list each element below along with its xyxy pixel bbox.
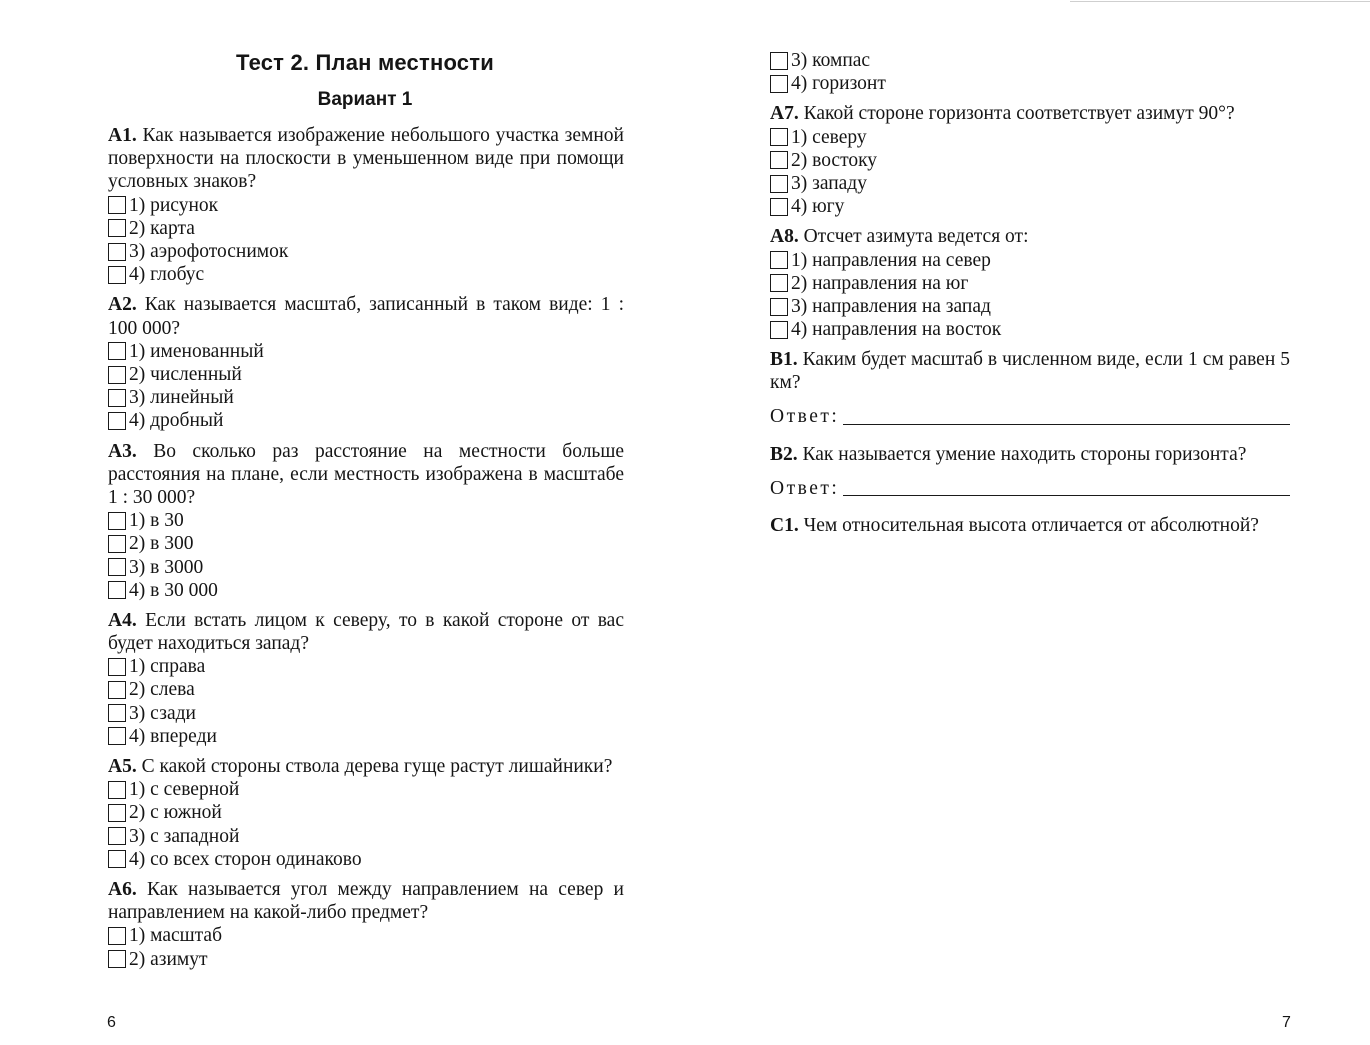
question-text (770, 514, 1290, 537)
question-body: Какой стороне горизонта соответствует азимут 90°? (798, 103, 1235, 125)
question-number: В1. (770, 349, 798, 371)
checkbox[interactable] (108, 219, 126, 237)
answer-option[interactable] (108, 556, 624, 579)
checkbox[interactable] (770, 75, 788, 93)
answer-option[interactable] (770, 272, 1290, 295)
checkbox[interactable] (108, 366, 126, 384)
answer-option[interactable] (108, 409, 624, 432)
answer-option[interactable] (770, 318, 1290, 341)
answer-option[interactable] (770, 172, 1290, 195)
answer-option[interactable] (108, 778, 624, 801)
answer-option[interactable] (108, 924, 624, 947)
answer-option[interactable] (108, 678, 624, 701)
checkbox[interactable] (770, 128, 788, 146)
question-a1 (108, 124, 624, 286)
checkbox[interactable] (108, 781, 126, 799)
checkbox[interactable] (108, 196, 126, 214)
option-label: 4) глобус (129, 264, 205, 286)
option-label: 3) линейный (129, 387, 234, 409)
option-label: 1) рисунок (129, 194, 219, 216)
option-label: 2) карта (129, 217, 195, 239)
question-body: Как называется угол между направлением на север и направлением на какой-либо предмет? (108, 878, 624, 924)
question-body: С какой стороны ствола дерева гуще растут лишайники? (136, 756, 613, 778)
checkbox[interactable] (108, 704, 126, 722)
answer-option[interactable] (770, 126, 1290, 149)
right-questions-column (770, 49, 1290, 537)
checkbox[interactable] (770, 52, 788, 70)
answer-option[interactable] (108, 655, 624, 678)
question-number: А1. (108, 125, 137, 146)
test-title: Тест 2. План местности (236, 50, 494, 75)
question-c1 (770, 514, 1290, 537)
option-label: 4) горизонт (791, 73, 886, 95)
checkbox[interactable] (108, 658, 126, 676)
question-text (108, 293, 624, 339)
answer-label: Ответ: (770, 406, 840, 428)
question-text (108, 755, 624, 778)
question-a7 (770, 102, 1290, 218)
checkbox[interactable] (770, 298, 788, 316)
checkbox[interactable] (108, 389, 126, 407)
answer-option[interactable] (770, 49, 1290, 72)
question-text (770, 225, 1290, 248)
answer-option[interactable] (108, 948, 624, 971)
checkbox[interactable] (108, 727, 126, 745)
option-label: 3) сзади (129, 702, 196, 724)
option-label: 1) масштаб (129, 925, 222, 947)
option-label: 2) слева (129, 679, 195, 701)
checkbox[interactable] (108, 558, 126, 576)
checkbox[interactable] (108, 266, 126, 284)
question-b2 (770, 443, 1290, 500)
question-body: Если встать лицом к северу, то в какой стороне от вас будет находиться запад? (108, 609, 624, 655)
question-number: С1. (770, 514, 799, 536)
option-label: 3) аэрофотоснимок (129, 240, 289, 262)
checkbox[interactable] (770, 251, 788, 269)
checkbox[interactable] (108, 950, 126, 968)
question-number: А5. (108, 756, 137, 778)
option-label: 2) с южной (129, 802, 222, 824)
question-text (108, 440, 624, 510)
option-label: 1) направления на север (791, 249, 991, 271)
option-label: 3) направления на запад (791, 295, 991, 317)
question-body: Во сколько раз расстояние на местности больше расстояния на плане, если местность изображена в масштабе 1 : 30 000? (108, 440, 624, 508)
option-label: 4) направления на восток (791, 319, 1002, 341)
answer-option[interactable] (770, 149, 1290, 172)
answer-option[interactable] (108, 363, 624, 386)
checkbox[interactable] (108, 804, 126, 822)
option-label: 2) направления на юг (791, 272, 969, 294)
answer-option[interactable] (770, 249, 1290, 272)
question-number: А7. (770, 103, 799, 125)
answer-option[interactable] (108, 340, 624, 363)
question-body: Как называется масштаб, записанный в таком виде: 1 : 100 000? (108, 294, 624, 339)
answer-line[interactable] (843, 495, 1290, 496)
question-text (108, 609, 624, 655)
answer-option[interactable] (108, 848, 624, 871)
answer-option[interactable] (108, 263, 624, 286)
option-label: 2) в 300 (129, 533, 194, 555)
checkbox[interactable] (108, 342, 126, 360)
question-body: Как называется изображение небольшого участка земной поверхности на плоскости в уменьшенном виде при помощи условных знаков? (108, 125, 624, 193)
option-label: 2) азимут (129, 948, 208, 970)
answer-option[interactable] (108, 579, 624, 602)
question-text (108, 124, 624, 194)
option-label: 3) компас (791, 50, 871, 71)
answer-option[interactable] (770, 195, 1290, 218)
answer-option[interactable] (108, 194, 624, 217)
question-text (108, 878, 624, 924)
answer-line[interactable] (843, 424, 1290, 425)
option-label: 3) с западной (129, 825, 240, 847)
checkbox[interactable] (108, 412, 126, 430)
checkbox[interactable] (770, 175, 788, 193)
checkbox[interactable] (108, 535, 126, 553)
checkbox[interactable] (770, 198, 788, 216)
question-body: Как называется умение находить стороны горизонта? (797, 443, 1247, 465)
checkbox[interactable] (108, 850, 126, 868)
question-text (770, 443, 1290, 466)
option-label: 3) западу (791, 172, 867, 194)
option-label: 3) в 3000 (129, 556, 204, 578)
answer-option[interactable] (108, 725, 624, 748)
option-label: 1) справа (129, 656, 206, 678)
page-number: 6 (107, 1014, 116, 1031)
question-body: Каким будет масштаб в численном виде, если 1 см равен 5 км? (770, 349, 1290, 394)
checkbox[interactable] (108, 681, 126, 699)
answer-field[interactable] (770, 476, 1290, 500)
question-body: Отсчет азимута ведется от: (798, 226, 1029, 248)
option-label: 4) дробный (129, 410, 224, 432)
answer-option[interactable] (770, 295, 1290, 318)
question-a3 (108, 440, 624, 602)
answer-field[interactable] (770, 405, 1290, 429)
option-label: 2) численный (129, 363, 242, 385)
left-questions-column (108, 124, 624, 971)
answer-option[interactable] (108, 532, 624, 555)
question-text (770, 102, 1290, 125)
option-label: 4) впереди (129, 725, 217, 747)
option-label: 4) югу (791, 196, 845, 218)
question-number: А8. (770, 226, 799, 248)
answer-option[interactable] (108, 825, 624, 848)
answer-option[interactable] (108, 509, 624, 532)
checkbox[interactable] (108, 243, 126, 261)
question-number: А2. (108, 294, 137, 316)
option-label: 2) востоку (791, 149, 878, 171)
checkbox[interactable] (770, 151, 788, 169)
checkbox[interactable] (108, 927, 126, 945)
checkbox[interactable] (770, 321, 788, 339)
question-text (770, 348, 1290, 394)
checkbox[interactable] (108, 581, 126, 599)
answer-option[interactable] (108, 702, 624, 725)
answer-option[interactable] (108, 386, 624, 409)
question-number: А4. (108, 609, 137, 631)
answer-option[interactable] (770, 72, 1290, 95)
option-label: 4) в 30 000 (129, 579, 218, 601)
question-number: В2. (770, 443, 798, 465)
question-a8 (770, 225, 1290, 341)
answer-label: Ответ: (770, 477, 840, 499)
question-a6 (108, 878, 624, 971)
option-label: 1) именованный (129, 340, 264, 362)
option-label: 1) с северной (129, 779, 240, 801)
checkbox[interactable] (770, 274, 788, 292)
answer-option[interactable] (108, 240, 624, 263)
answer-option[interactable] (108, 217, 624, 240)
question-a4 (108, 609, 624, 748)
question-a2 (108, 293, 624, 432)
option-label: 1) северу (791, 126, 867, 148)
question-b1 (770, 348, 1290, 428)
variant-title: Вариант 1 (317, 89, 413, 110)
option-label: 4) со всех сторон одинаково (129, 848, 362, 870)
answer-option[interactable] (108, 801, 624, 824)
question-number: А3. (108, 440, 137, 462)
question-number: А6. (108, 878, 137, 900)
checkbox[interactable] (108, 512, 126, 530)
checkbox[interactable] (108, 827, 126, 845)
question-body: Чем относительная высота отличается от абсолютной? (798, 514, 1259, 536)
page-number: 7 (1282, 1014, 1291, 1031)
option-label: 1) в 30 (129, 510, 184, 532)
question-a5 (108, 755, 624, 871)
